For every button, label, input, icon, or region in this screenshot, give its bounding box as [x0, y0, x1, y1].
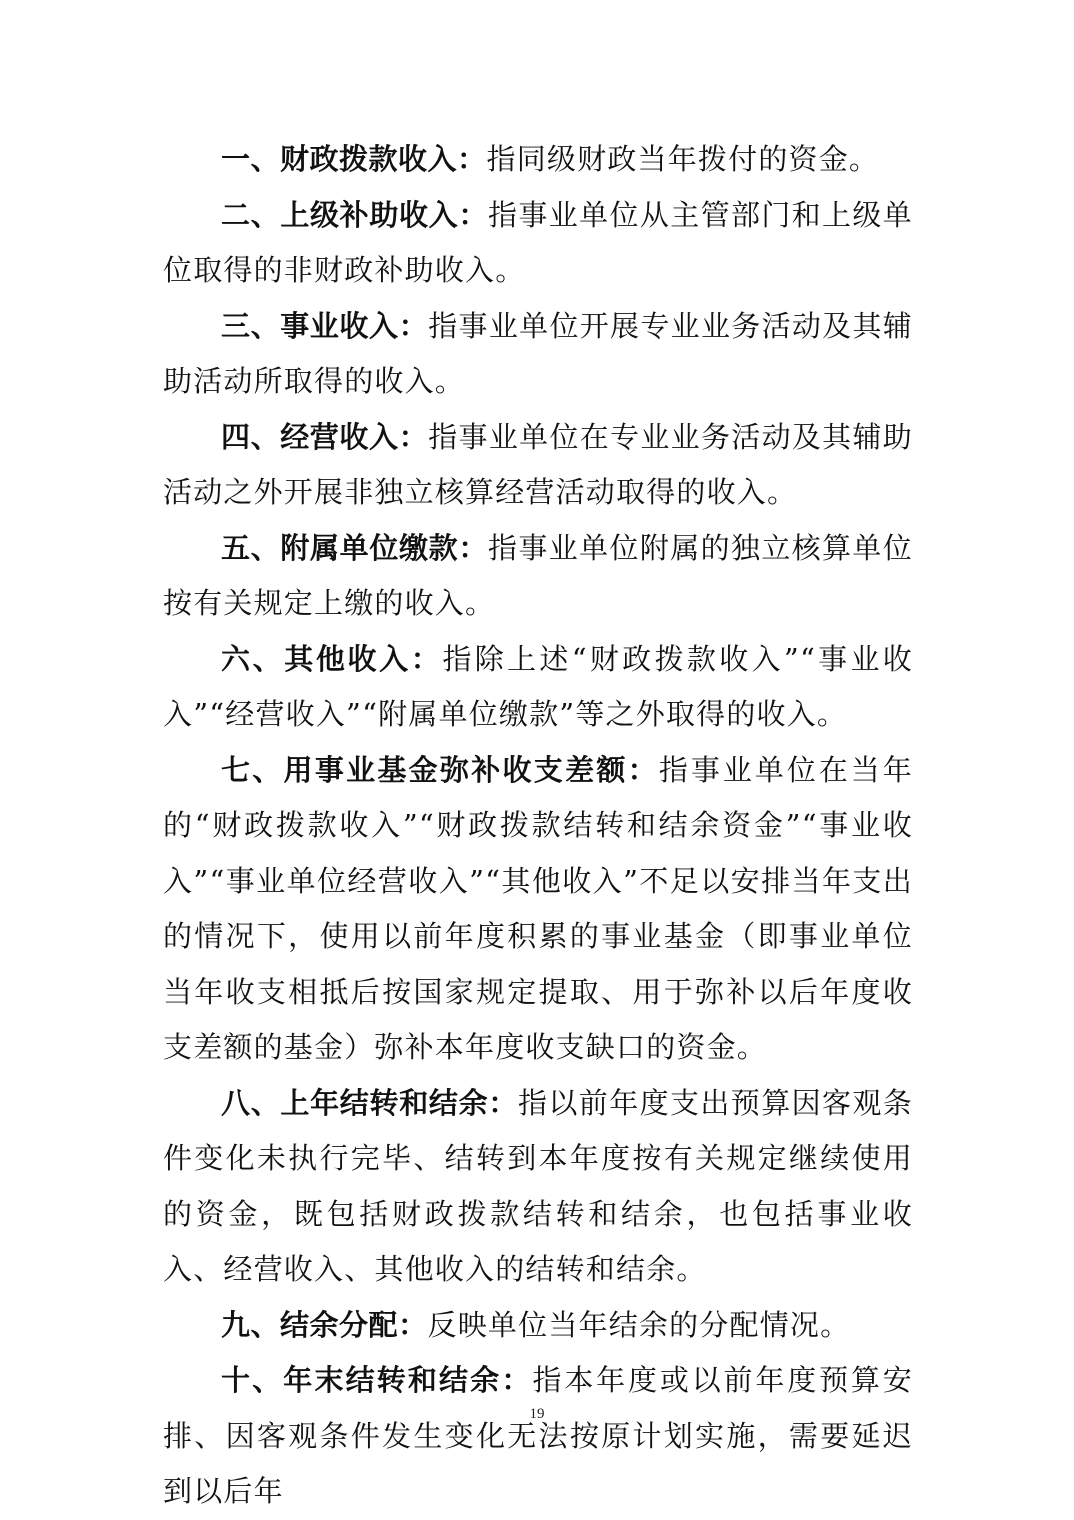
term-label: 二、上级补助收入： — [221, 197, 489, 232]
paragraph-superior-subsidy-income — [163, 188, 913, 299]
definition-text: 指除上述“财政拨款收入”“事业收入”“经营收入”“附属单位缴款”等之外取得的收入。 — [163, 641, 913, 731]
term-label: 五、附属单位缴款： — [221, 530, 489, 565]
paragraph-other-income — [163, 632, 913, 743]
paragraph-year-end-carryover — [163, 1353, 913, 1520]
term-label: 一、财政拨款收入： — [221, 142, 487, 176]
term-label: 九、结余分配： — [221, 1307, 428, 1342]
definition-text: 指本年度或以前年度预算安排、因客观条件发生变化无法按原计划实施，需要延迟到以后年 — [163, 1363, 913, 1508]
term-label: 四、经营收入： — [221, 419, 429, 454]
document-body — [163, 132, 913, 1520]
paragraph-affiliated-unit-payment — [163, 521, 913, 632]
term-label: 八、上年结转和结余： — [221, 1085, 518, 1120]
page-number: 19 — [529, 1406, 545, 1422]
definition-text: 指事业单位开展专业业务活动及其辅助活动所取得的收入。 — [163, 308, 913, 398]
term-label: 三、事业收入： — [221, 308, 429, 343]
definition-text: 指事业单位在当年的“财政拨款收入”“财政拨款结转和结余资金”“事业收入”“事业单位经营收入”“其他收入”不足以安排当年支出的情况下，使用以前年度积累的事业基金（即事业单位当年收支相抵后按国家规定提取、用于弥补以后年度收支差额的基金）弥补本年度收支缺口的资金。 — [163, 752, 913, 1064]
paragraph-surplus-distribution — [163, 1298, 913, 1354]
paragraph-business-fund-offset — [163, 743, 913, 1076]
term-label: 十、年末结转和结余： — [221, 1363, 533, 1397]
term-label: 六、其他收入： — [221, 641, 443, 676]
definition-text: 反映单位当年结余的分配情况。 — [427, 1307, 851, 1342]
definition-text: 指事业单位在专业业务活动及其辅助活动之外开展非独立核算经营活动取得的收入。 — [163, 419, 913, 509]
paragraph-fiscal-appropriation-income — [163, 132, 913, 188]
paragraph-prior-year-carryover — [163, 1076, 913, 1298]
definition-text: 指以前年度支出预算因客观条件变化未执行完毕、结转到本年度按有关规定继续使用的资金，既包括财政拨款结转和结余，也包括事业收入、经营收入、其他收入的结转和结余。 — [163, 1085, 913, 1286]
term-label: 七、用事业基金弥补收支差额： — [221, 752, 659, 787]
paragraph-business-income — [163, 299, 913, 410]
definition-text: 指事业单位附属的独立核算单位按有关规定上缴的收入。 — [163, 530, 913, 620]
paragraph-operating-income — [163, 410, 913, 521]
definition-text: 指同级财政当年拨付的资金。 — [486, 142, 880, 176]
definition-text: 指事业单位从主管部门和上级单位取得的非财政补助收入。 — [163, 197, 913, 287]
